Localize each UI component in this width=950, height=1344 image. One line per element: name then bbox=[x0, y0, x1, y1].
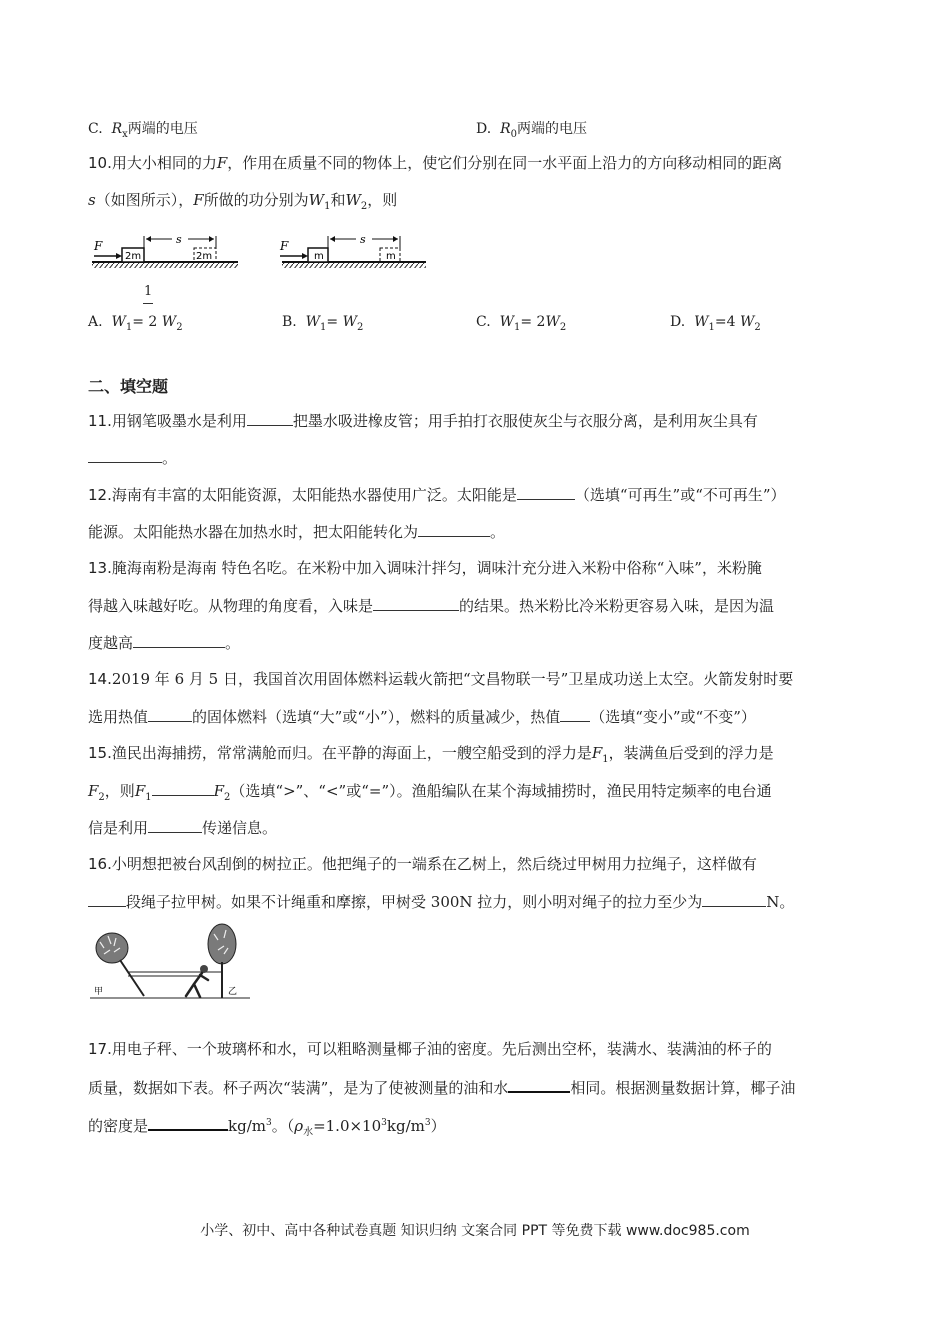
q10-line-1: 10.用大小相同的力F，作用在质量不同的物体上，使它们分别在同一水平面上沿力的方向移动相同的距离 bbox=[88, 154, 783, 172]
q13-blank-1 bbox=[373, 595, 459, 611]
q11-line-2: 。 bbox=[88, 447, 177, 468]
q14-line-1: 14.2019 年 6 月 5 日，我国首次用固体燃料运载火箭把“文昌物联一号”卫星成功送上太空。火箭发射时要 bbox=[88, 670, 794, 688]
q10-right-distance-label: s bbox=[360, 233, 366, 246]
section-title: 二、填空题 bbox=[88, 377, 169, 396]
q15-line-1: 15.渔民出海捕捞，常常满舱而归。在平静的海面上，一艘空船受到的浮力是$F_1$，装满鱼后受到的浮力是 bbox=[88, 744, 774, 765]
q12-blank-2 bbox=[418, 521, 490, 537]
page-footer: 小学、初中、高中各种试卷真题 知识归纳 文案合同 PPT 等免费下载 www.doc985.com bbox=[200, 1223, 750, 1239]
q12-line-2: 能源。太阳能热水器在加热水时，把太阳能转化为 。 bbox=[88, 523, 506, 541]
q17-blank-2 bbox=[148, 1114, 228, 1131]
q10-figure bbox=[88, 228, 428, 272]
q16-blank-2 bbox=[702, 891, 766, 907]
q10-figure-left bbox=[92, 233, 238, 268]
q16-figure bbox=[90, 922, 250, 1002]
q15-line-3: 信是利用 传递信息。 bbox=[88, 819, 278, 837]
q11-line-1: 11.用钢笔吸墨水是利用 把墨水吸进橡皮管；用手拍打衣服使灰尘与衣服分离，是利用灰尘具有 bbox=[88, 412, 758, 430]
q14-blank-2 bbox=[560, 706, 590, 722]
q16-person bbox=[186, 965, 208, 997]
q16-line-1: 16.小明想把被台风刮倒的树拉正。他把绳子的一端系在乙树上，然后绕过甲树用力拉绳子，这样做有 bbox=[88, 855, 757, 873]
svg-text:m: m bbox=[314, 251, 324, 262]
svg-text:2m: 2m bbox=[125, 251, 142, 262]
q13-blank-2 bbox=[133, 632, 225, 648]
q10-line-2: s（如图所示），F所做的功分别为$W_1$和$W_2$，则 bbox=[88, 191, 398, 212]
q14-line-2: 选用热值 的固体燃料（选填“大”或“小”），燃料的质量减少，热值 （选填“变小”或“不变”） bbox=[88, 708, 756, 726]
q10-figure-right bbox=[279, 233, 426, 268]
q16-line-2: 段绳子拉甲树。如果不计绳重和摩擦，甲树受 300N 拉力，则小明对绳子的拉力至少为 N。 bbox=[88, 891, 794, 912]
q15-blank-1 bbox=[152, 780, 214, 796]
q11-blank-2 bbox=[88, 447, 162, 463]
q13-line-1: 13.腌海南粉是海南 特色名吃。在米粉中加入调味汁拌匀，调味汁充分进入米粉中俗称“入味”，米粉腌 bbox=[88, 559, 762, 577]
q10-left-distance-label: s bbox=[176, 233, 182, 246]
q10-option-c: C. $W_1= 2W_2$ bbox=[476, 314, 567, 333]
q16-label-left: 甲 bbox=[94, 987, 104, 997]
q13-line-2: 得越入味越好吃。从物理的角度看，入味是 的结果。热米粉比冷米粉更容易入味，是因为温 bbox=[88, 597, 775, 615]
q10-option-b: B. $W_1= W_2$ bbox=[282, 314, 364, 333]
q9-option-d: D. $R_0$两端的电压 bbox=[476, 121, 588, 140]
q17-blank-1 bbox=[508, 1076, 570, 1093]
q10-left-force-label: F bbox=[94, 239, 103, 253]
q15-line-2: $F_2$，则$F_1$ $F_2$（选填“>”、“<”或“=”）。渔船编队在某个海域捕捞时，渔民用特定频率的电台通 bbox=[88, 782, 772, 803]
q13-line-3: 度越高 。 bbox=[88, 634, 241, 652]
q12-line-1: 12.海南有丰富的太阳能资源，太阳能热水器使用广泛。太阳能是 （选填“可再生”或“不可再生”） bbox=[88, 486, 786, 504]
q16-blank-1 bbox=[88, 891, 126, 907]
q17-line-1: 17.用电子秤、一个玻璃杯和水，可以粗略测量椰子油的密度。先后测出空杯，装满水、装满油的杯子的 bbox=[88, 1040, 772, 1058]
q11-blank-1 bbox=[247, 410, 293, 426]
q10-right-force-label: F bbox=[280, 239, 289, 253]
q17-line-2: 质量，数据如下表。杯子两次“装满”，是为了使被测量的油和水 相同。根据测量数据计算，椰子油 bbox=[88, 1076, 795, 1098]
svg-text:2m: 2m bbox=[196, 251, 213, 262]
q16-label-right: 乙 bbox=[228, 987, 238, 997]
q17-line-3: 的密度是 $kg/m^3$。$(\rho_水=1.0\times 10^3kg/m^3)$ bbox=[88, 1113, 446, 1143]
q9-option-c: C. $R_x$两端的电压 bbox=[88, 121, 198, 140]
q15-blank-2 bbox=[148, 817, 202, 833]
q14-blank-1 bbox=[148, 706, 192, 722]
q12-blank-1 bbox=[517, 484, 575, 500]
svg-text:m: m bbox=[386, 251, 396, 262]
q10-option-d: D. $W_1=4$ $W_2$ bbox=[670, 314, 761, 333]
q16-tree-left bbox=[96, 933, 144, 996]
